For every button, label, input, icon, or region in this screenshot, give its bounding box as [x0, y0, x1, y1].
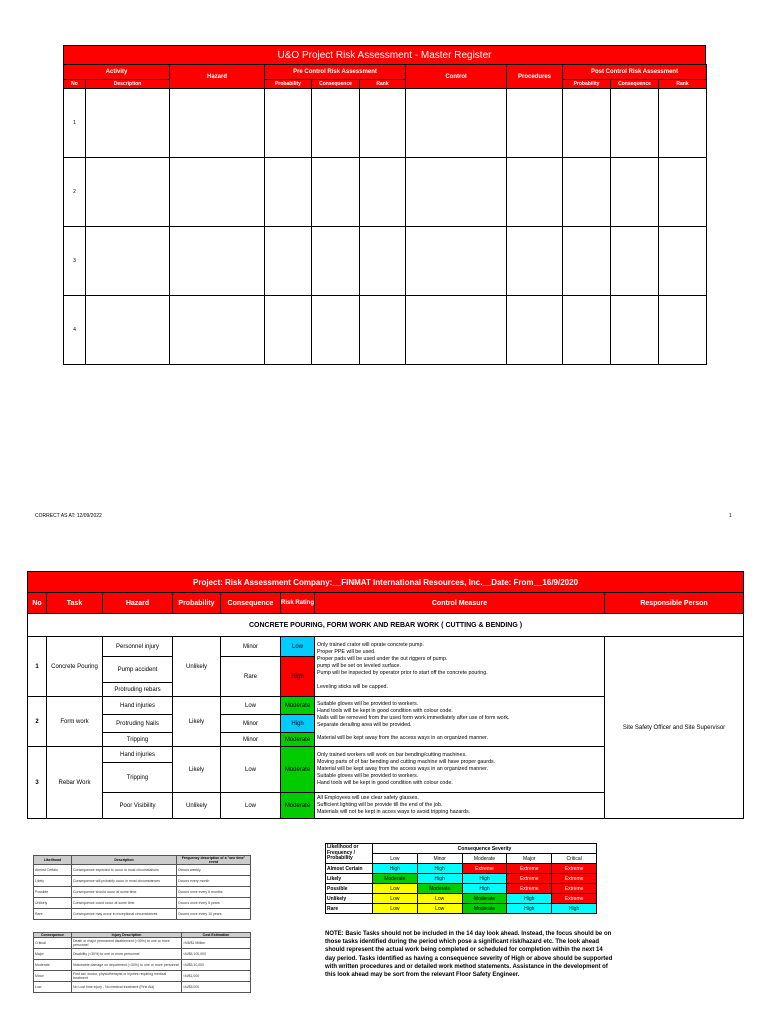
- table-row: [64, 158, 707, 227]
- legend-cell: Consequence should occur at some time: [72, 887, 177, 898]
- matrix-likelihood-label: Unlikely: [326, 894, 373, 904]
- consequence-cell: Minor: [221, 715, 281, 733]
- hazard-cell: Hand injuries: [103, 697, 173, 715]
- header-responsible-person: Responsible Person: [605, 593, 744, 614]
- risk-rating-low: Low: [281, 637, 315, 657]
- control-line: Hand tools will be kept in good condition with colour code.: [317, 707, 453, 714]
- legend-cell: Noticeable damage on department (<30%) to one or more personnel: [72, 960, 182, 971]
- master-register: [63, 45, 706, 365]
- matrix-cell: High: [417, 874, 462, 884]
- row-number: 4: [64, 296, 86, 365]
- matrix-cell: High: [507, 904, 552, 914]
- legend-cell: >N5/$1 Million: [182, 938, 251, 949]
- matrix-cell: Extreme: [552, 884, 597, 894]
- task-number: 3: [28, 747, 47, 819]
- hazard-cell: Personnel injury: [103, 637, 173, 657]
- control-line: Leveling sticks will be capped.: [317, 684, 388, 691]
- table-row: [34, 898, 251, 909]
- matrix-cell: Extreme: [552, 894, 597, 904]
- legend-cell: Minor: [34, 971, 72, 982]
- matrix-cell: Extreme: [552, 864, 597, 874]
- section-title: CONCRETE POURING, FORM WORK AND REBAR WORK ( CUTTING & BENDING ): [28, 614, 744, 637]
- hazard-cell: Pump accident: [103, 657, 173, 683]
- control-line: Only trained workers will work on bar bending/cutting machines.: [317, 751, 467, 758]
- legend-cell: Almost Certain: [34, 865, 72, 876]
- control-line: Materials will not be kept in acces ways to avoid tripping hazards.: [317, 809, 471, 816]
- consequence-cell: Minor: [221, 637, 281, 657]
- table-row: [64, 89, 707, 158]
- control-line: Proper PPE will be used.: [317, 648, 376, 655]
- matrix-cell: High: [373, 864, 418, 874]
- matrix-cell: Moderate: [373, 874, 418, 884]
- task-number: 2: [28, 697, 47, 747]
- legend-cell: Likely: [34, 876, 72, 887]
- header-risk-rating: Risk Rating: [281, 593, 315, 614]
- risk-matrix: [325, 843, 597, 914]
- matrix-cell: High: [552, 904, 597, 914]
- header-no: No: [64, 80, 86, 89]
- consequence-cell: Low: [221, 793, 281, 819]
- matrix-corner: Likelihood or Frequency / Probability: [326, 844, 373, 864]
- task-name: Concrete Pouring: [47, 637, 103, 697]
- master-register-title: U&O Project Risk Assessment - Master Register: [63, 45, 706, 64]
- legend-cell: No Lost time injury - No medical treatment (First Aid): [72, 982, 182, 993]
- consequence-header: Cost Estimation: [182, 933, 251, 938]
- legend-cell: Rare: [34, 909, 72, 920]
- master-register-table: [63, 64, 707, 365]
- legend-cell: Consequence could occur at some time: [72, 898, 177, 909]
- legend-cell: Consequence expected to occur in most circumstances: [72, 865, 177, 876]
- probability-cell: Unlikely: [173, 793, 221, 819]
- matrix-row: [326, 874, 597, 884]
- legend-cell: Disability (<30%) to one or more personnel: [72, 949, 182, 960]
- severity-header: Low: [373, 854, 418, 864]
- header-pre-probability: Probability: [265, 80, 312, 89]
- legend-cell: Unlikely: [34, 898, 72, 909]
- hazard-cell: Protruding Nails: [103, 715, 173, 733]
- responsible-person-cell: Site Safety Officer and Site Supervisor: [605, 637, 744, 819]
- legend-cell: Occurs weekly: [177, 865, 251, 876]
- header-pre-control: Pre Control Risk Assessment: [265, 65, 406, 80]
- probability-cell: Unlikely: [173, 637, 221, 697]
- matrix-cell: Low: [417, 894, 462, 904]
- control-line: Proper pads will be used under the out riggers of pump.: [317, 655, 448, 662]
- probability-cell: Likely: [173, 747, 221, 793]
- likelihood-legend: [33, 855, 250, 920]
- table-row: [34, 971, 251, 982]
- control-line: Material will be kept away from the access ways in an organized manner.: [317, 765, 489, 772]
- header-control-measure: Control Measure: [315, 593, 605, 614]
- matrix-row: [326, 894, 597, 904]
- legend-cell: Moderate: [34, 960, 72, 971]
- legend-cell: Critical: [34, 938, 72, 949]
- likelihood-header: Description: [72, 856, 177, 865]
- hazard-cell: Poor Visibility: [103, 793, 173, 819]
- legend-cell: Occurs once every 6 months: [177, 887, 251, 898]
- consequence-cell: Minor: [221, 733, 281, 747]
- legend-cell: Consequence will probably occur in most circumstances: [72, 876, 177, 887]
- control-line: Separate derailing area will be provided.: [317, 722, 412, 729]
- legend-cell: First aid, doctor, physiotherapist or injuries requiring medical treatment: [72, 971, 182, 982]
- table-row: [34, 982, 251, 993]
- severity-header: Critical: [552, 854, 597, 864]
- table-row: [34, 949, 251, 960]
- legend-cell: Occurs every month: [177, 876, 251, 887]
- control-measure-cell: [315, 747, 605, 793]
- risk-rating-high: High: [281, 715, 315, 733]
- matrix-row: [326, 864, 597, 874]
- control-line: Nails will be removed from the used form work immediately after use of form work.: [317, 714, 510, 721]
- severity-header: Major: [507, 854, 552, 864]
- matrix-cell: Low: [373, 884, 418, 894]
- task-number: 1: [28, 637, 47, 697]
- header-activity: Activity: [64, 65, 170, 80]
- header-consequence: Consequence: [221, 593, 281, 614]
- legend-cell: Death or major permanent disablement (>30%) to one or more personnel: [72, 938, 182, 949]
- hazard-cell: Protruding rebars: [103, 683, 173, 697]
- legend-cell: <N/$5,000: [182, 982, 251, 993]
- row-number: 2: [64, 158, 86, 227]
- row-number: 3: [64, 227, 86, 296]
- legend-cell: Low: [34, 982, 72, 993]
- header-hazard: Hazard: [103, 593, 173, 614]
- matrix-cell: Low: [373, 904, 418, 914]
- control-measure-cell: [315, 637, 605, 697]
- header-post-probability: Probability: [563, 80, 611, 89]
- likelihood-header: Likelihood: [34, 856, 72, 865]
- header-probability: Probability: [173, 593, 221, 614]
- header-control: Control: [406, 65, 507, 89]
- matrix-cell: Moderate: [417, 884, 462, 894]
- legend-cell: <N/$5,100,000: [182, 949, 251, 960]
- matrix-severity-label: Consequence Severity: [373, 844, 597, 854]
- matrix-cell: Extreme: [507, 864, 552, 874]
- risk-rating-moderate: Moderate: [281, 793, 315, 819]
- legend-cell: Possible: [34, 887, 72, 898]
- legend-cell: Major: [34, 949, 72, 960]
- consequence-legend: [33, 932, 250, 993]
- header-pre-rank: Rank: [360, 80, 406, 89]
- table-row: [64, 227, 707, 296]
- risk-rating-moderate: Moderate: [281, 733, 315, 747]
- table-row: [34, 909, 251, 920]
- table-row: [34, 876, 251, 887]
- consequence-cell: Low: [221, 697, 281, 715]
- control-measure-cell: [315, 793, 605, 819]
- control-measure-cell: [315, 697, 605, 747]
- likelihood-header: Frequency description of a "one time" event: [177, 856, 251, 865]
- header-post-consequence: Consequence: [611, 80, 659, 89]
- table-row: [34, 887, 251, 898]
- consequence-header: Injury Description: [72, 933, 182, 938]
- table-row: [34, 865, 251, 876]
- matrix-cell: Moderate: [462, 904, 507, 914]
- matrix-row: [326, 884, 597, 894]
- matrix-cell: Extreme: [507, 874, 552, 884]
- control-spacer: [317, 677, 604, 684]
- hazard-cell: Tripping: [103, 763, 173, 793]
- matrix-cell: Low: [373, 894, 418, 904]
- control-line: Pump will be inspected by operator prior to start off the concrete pouring.: [317, 670, 488, 677]
- control-line: All Employees will use clear safety glasses.: [317, 794, 419, 801]
- risk-rating-moderate: Moderate: [281, 747, 315, 793]
- header-post-rank: Rank: [659, 80, 707, 89]
- control-line: Material will be kept away from the access ways in an organized manner.: [317, 735, 489, 742]
- probability-cell: Likely: [173, 697, 221, 747]
- header-post-control: Post Control Risk Assessment: [563, 65, 707, 80]
- legend-cell: Occurs once every 10 years: [177, 909, 251, 920]
- task-name: Form work: [47, 697, 103, 747]
- consequence-header: Consequence: [34, 933, 72, 938]
- header-procedures: Procedures: [507, 65, 563, 89]
- matrix-cell: High: [417, 864, 462, 874]
- matrix-cell: High: [507, 894, 552, 904]
- hazard-cell: Tripping: [103, 733, 173, 747]
- matrix-cell: Extreme: [552, 874, 597, 884]
- severity-header: Minor: [417, 854, 462, 864]
- legend-cell: Consequence may occur in exceptional circumstances: [72, 909, 177, 920]
- consequence-cell: Rare: [221, 657, 281, 697]
- matrix-cell: High: [462, 874, 507, 884]
- table-row: [64, 296, 707, 365]
- header-pre-consequence: Consequence: [312, 80, 360, 89]
- control-line: Only trained crator will oprate concrete pump.: [317, 641, 424, 648]
- header-hazard: Hazard: [170, 65, 265, 89]
- control-line: pump will be set on leveled surface.: [317, 663, 401, 669]
- risk-rating-moderate: Moderate: [281, 697, 315, 715]
- severity-header: Moderate: [462, 854, 507, 864]
- note-text: NOTE: Basic Tasks should not be included in the 14 day look ahead. Instead, the focus should be on those tasks identified during the period which pose a significant risk/hazard etc. The look ahead should represent the actual work being completed or scheduled for completion within the next 14 day period. Tasks identified as having a consequence severity of High or above should be supported with written procedures and or detailed work method statements. Assistance in the development of this look ahead may be sort from the relevant Floor Safety Engineer.: [325, 931, 613, 979]
- matrix-cell: Moderate: [462, 894, 507, 904]
- legend-cell: Occurs once every 5 years: [177, 898, 251, 909]
- matrix-cell: Extreme: [462, 864, 507, 874]
- matrix-likelihood-label: Possible: [326, 884, 373, 894]
- matrix-cell: Extreme: [507, 884, 552, 894]
- matrix-cell: High: [462, 884, 507, 894]
- hazard-cell: Hand injuries: [103, 747, 173, 763]
- row-number: 1: [64, 89, 86, 158]
- risk-rating-high: High: [281, 657, 315, 697]
- control-line: Moving parts of of bar bending and cutting machine will have proper gaurds.: [317, 758, 496, 765]
- control-line: Suitable gloves will be provided to workers.: [317, 700, 419, 707]
- matrix-likelihood-label: Likely: [326, 874, 373, 884]
- legend-cell: <N/$5,10,000: [182, 960, 251, 971]
- matrix-row: [326, 904, 597, 914]
- legend-cell: <N/$1,000: [182, 971, 251, 982]
- project-risk-assessment: [27, 571, 743, 819]
- consequence-cell: Low: [221, 747, 281, 793]
- header-description: Description: [86, 80, 170, 89]
- risk-assessment-table: [27, 571, 744, 819]
- table-row: [34, 938, 251, 949]
- matrix-cell: Low: [417, 904, 462, 914]
- task-name: Rebar Work: [47, 747, 103, 819]
- matrix-likelihood-label: Rare: [326, 904, 373, 914]
- correct-as-at: CORRECT AS AT: 12/09/2022: [35, 513, 102, 519]
- page-number: 1: [729, 513, 732, 519]
- control-line: Suitable gloves will be provided to workers.: [317, 773, 419, 780]
- risk-assessment-title: Project: Risk Assessment Company:__FINMAT International Resources, Inc.__Date: From__16/9/2020: [28, 572, 744, 593]
- control-line: Sufficient lighting will be provide till the end of the job.: [317, 801, 443, 808]
- control-line: Hand tools will be kept in good condition with colour code.: [317, 780, 453, 787]
- table-row: [34, 960, 251, 971]
- header-task: Task: [47, 593, 103, 614]
- matrix-likelihood-label: Almost Certain: [326, 864, 373, 874]
- header-no: No: [28, 593, 47, 614]
- table-row: [28, 637, 744, 657]
